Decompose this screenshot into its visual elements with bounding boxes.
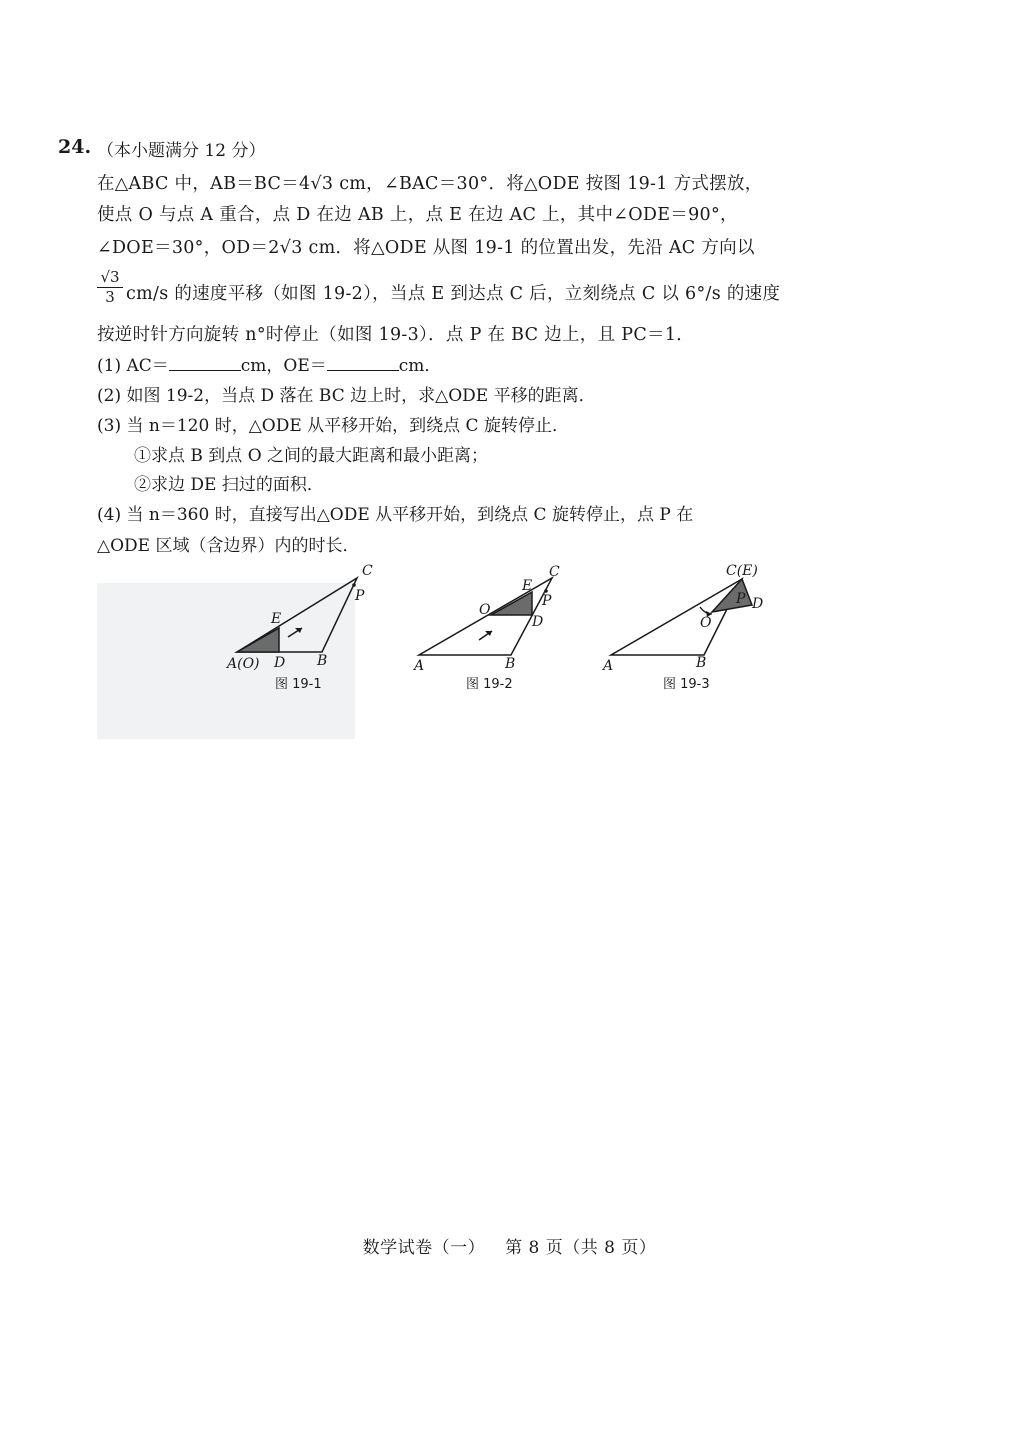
fig1-label-b: B (317, 653, 328, 669)
fig3-label-p: P (736, 591, 746, 607)
question-line-3: ∠DOE＝30°，OD＝2√3 cm．将△ODE 从图 19-1 的位置出发，先沿 AC 方向以 (97, 238, 755, 258)
fraction-numerator: √3 (97, 268, 123, 288)
fig3-triangle-abc (611, 579, 742, 655)
question-number: 24. (58, 136, 92, 158)
fig2-label-o: O (479, 602, 491, 618)
fig1-label-c: C (362, 563, 373, 579)
answer-blank-ac[interactable] (169, 355, 241, 371)
part-2: (2) 如图 19-2，当点 D 落在 BC 边上时，求△ODE 平移的距离． (97, 386, 596, 406)
part-1-prefix: (1) AC＝ (97, 356, 169, 376)
footer-title: 数学试卷（一） (362, 1238, 486, 1258)
fig3-label-o: O (700, 615, 712, 631)
fig2-triangle-ode (491, 592, 532, 615)
page-footer (0, 1233, 1019, 1258)
fig2-label-p: P (542, 593, 552, 609)
figure-19-2 (412, 564, 560, 692)
fig3-label-ce: C(E) (726, 563, 758, 579)
fig1-label-p: P (355, 588, 365, 604)
fig2-label-d: D (532, 614, 544, 630)
speed-fraction (97, 268, 123, 307)
part-3: (3) 当 n＝120 时，△ODE 从平移开始，到绕点 C 旋转停止． (97, 416, 569, 436)
question-line-2: 使点 O 与点 A 重合，点 D 在边 AB 上，点 E 在边 AC 上，其中∠ODE＝90°， (97, 205, 738, 225)
fig3-caption: 图 19-3 (663, 677, 710, 692)
figures-panel (0, 555, 1019, 705)
part-3-item-1: ①求点 B 到点 O 之间的最大距离和最小距离； (134, 446, 489, 466)
footer-page-number: 第 8 页（共 8 页） (505, 1238, 657, 1258)
fraction-denominator: 3 (105, 288, 115, 306)
fig1-triangle-ode (237, 628, 279, 652)
fig3-label-b: B (696, 655, 707, 671)
fig2-label-b: B (505, 656, 516, 672)
fig1-label-d: D (274, 655, 286, 671)
figure-19-1 (225, 563, 373, 692)
fig1-label-e: E (271, 611, 282, 627)
fig2-label-a: A (414, 658, 425, 674)
figure-19-3 (601, 563, 763, 692)
part-1-mid: cm，OE＝ (240, 356, 327, 376)
part-3-item-2: ②求边 DE 扫过的面积． (134, 475, 324, 495)
fig1-caption: 图 19-1 (275, 677, 322, 692)
answer-blank-oe[interactable] (327, 355, 399, 371)
fig2-label-c: C (549, 564, 560, 580)
part-1-suffix: cm． (398, 356, 442, 376)
fig1-label-a: A(O) (227, 656, 260, 672)
fig1-point-p (352, 583, 356, 587)
fig3-label-a: A (603, 658, 614, 674)
part-1 (97, 351, 441, 376)
fig2-label-e: E (522, 578, 533, 594)
question-line-4: cm/s 的速度平移（如图 19-2），当点 E 到达点 C 后，立刻绕点 C 以 6°/s 的速度 (126, 284, 781, 304)
question-line-5: 按逆时针方向旋转 n°时停止（如图 19-3）．点 P 在 BC 边上，且 PC＝1． (97, 325, 695, 345)
part-4-line-2: △ODE 区域（含边界）内的时长． (97, 536, 360, 556)
question-score-header: （本小题满分 12 分） (97, 141, 266, 161)
fig3-label-d: D (752, 596, 764, 612)
part-4-line-1: (4) 当 n＝360 时，直接写出△ODE 从平移开始，到绕点 C 旋转停止，点 P 在 (97, 505, 694, 525)
fig2-caption: 图 19-2 (466, 677, 513, 692)
question-line-1: 在△ABC 中，AB＝BC＝4√3 cm，∠BAC＝30°．将△ODE 按图 19-1 方式摆放， (97, 174, 763, 194)
